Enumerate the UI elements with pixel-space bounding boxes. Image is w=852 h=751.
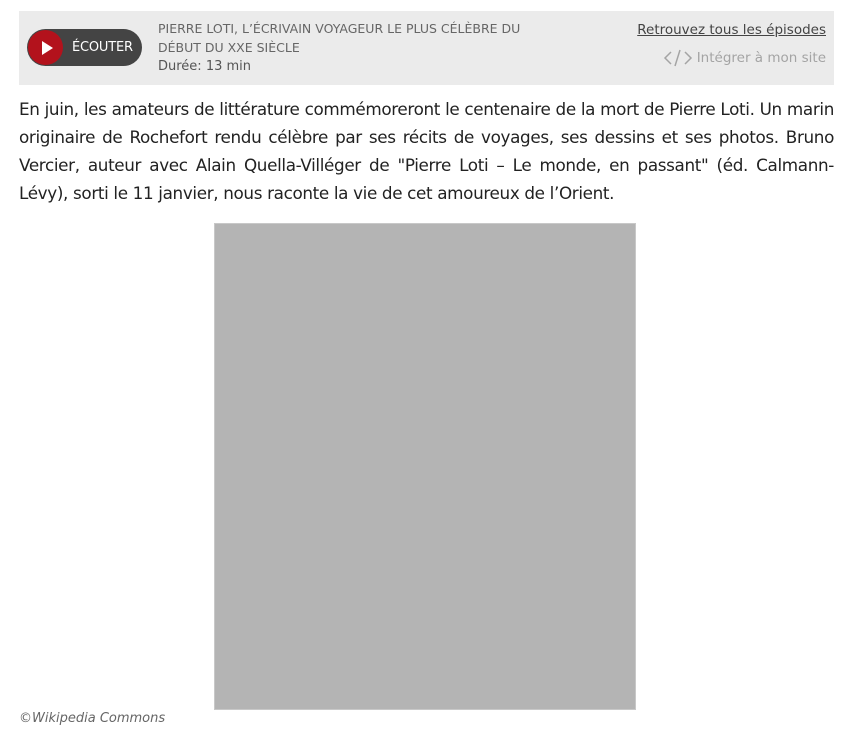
play-button-circle[interactable] <box>28 30 63 65</box>
audio-player-bar <box>19 11 834 85</box>
episode-title: PIERRE LOTI, L’ÉCRIVAIN VOYAGEUR LE PLUS CÉLÈBRE DU DÉBUT DU XXE SIÈCLE <box>158 21 521 55</box>
listen-button[interactable] <box>27 29 142 66</box>
play-icon <box>42 41 53 55</box>
listen-button-label: ÉCOUTER <box>72 40 133 55</box>
all-episodes-link[interactable]: Retrouvez tous les épisodes <box>637 22 826 38</box>
portrait-photo <box>214 223 636 710</box>
article-intro: En juin, les amateurs de littérature commémoreront le centenaire de la mort de Pierre Loti. Un marin originaire de Rochefort rendu célèbre par ses récits de voyages, ses dessins et ses photos. Bruno Vercier, auteur avec Alain Quella-Villéger de "Pierre Loti – Le monde, en passant" (éd. Calmann-Lévy), sorti le 11 janvier, nous raconte la vie de cet amoureux de l’Orient. <box>19 99 834 203</box>
embed-button[interactable] <box>663 47 826 69</box>
episode-duration: Durée: 13 min <box>158 59 252 74</box>
photo-credit: ©Wikipedia Commons <box>19 711 166 726</box>
code-embed-icon <box>663 48 693 68</box>
embed-label: Intégrer à mon site <box>696 50 826 66</box>
